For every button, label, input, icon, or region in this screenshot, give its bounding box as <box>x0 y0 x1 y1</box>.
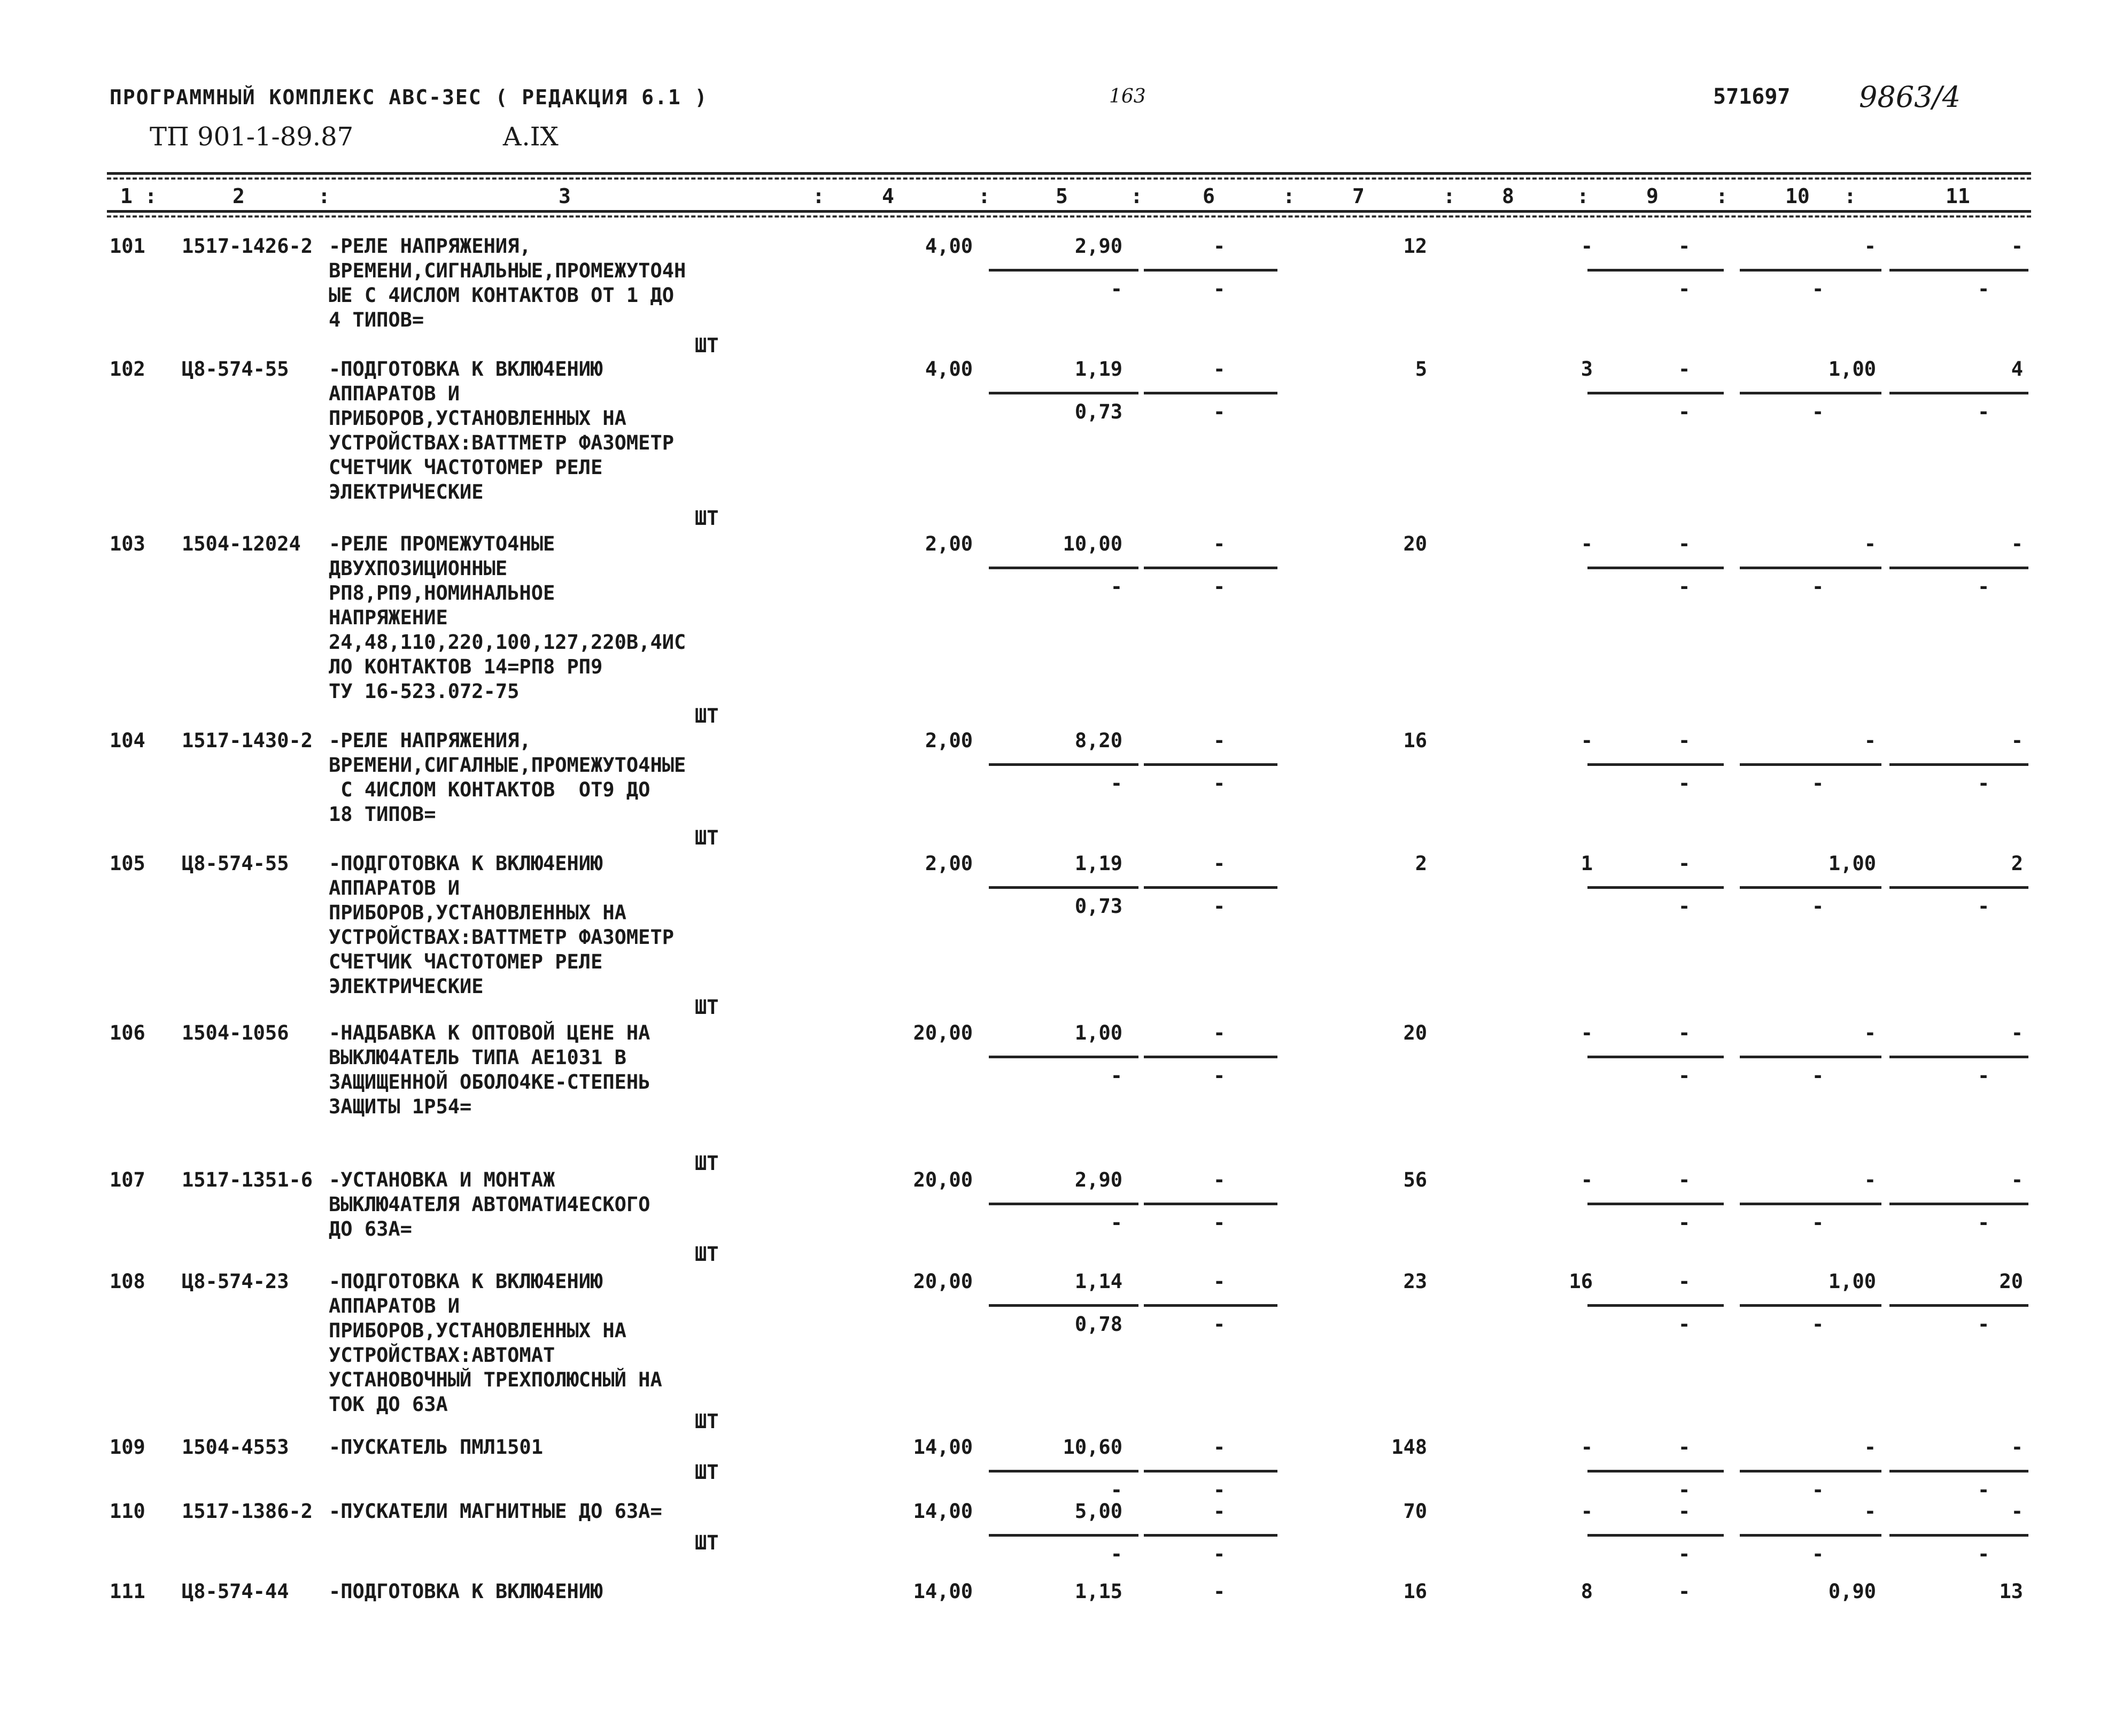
col11-secondary: - <box>1978 1313 1990 1336</box>
cell-fraction-line <box>1144 269 1277 272</box>
col10-value: - <box>1864 235 1876 258</box>
col9-secondary: - <box>1678 575 1691 598</box>
col6-secondary: - <box>1213 1313 1226 1336</box>
col11-value: - <box>2011 532 2023 555</box>
cell-fraction-line <box>1587 1470 1724 1472</box>
col6-value: - <box>1213 1500 1226 1523</box>
column-header: 4 <box>882 184 894 208</box>
unit-label: ШТ <box>695 1243 719 1266</box>
col10-value: 1,00 <box>1828 852 1876 875</box>
col10-secondary: - <box>1812 1064 1824 1087</box>
unit-label: ШТ <box>695 1461 719 1484</box>
col9-value: - <box>1678 1500 1691 1523</box>
col7-value: 5 <box>1415 358 1427 381</box>
unit-label: ШТ <box>695 334 719 357</box>
unit-cost-secondary: 0,73 <box>1074 895 1122 918</box>
price-code: 1504-12024 <box>182 532 301 555</box>
col6-value: - <box>1213 1021 1226 1044</box>
col9-secondary: - <box>1678 1313 1691 1336</box>
cell-fraction-line <box>989 1534 1138 1537</box>
column-header: 8 <box>1502 184 1514 208</box>
col6-value: - <box>1213 532 1226 555</box>
quantity: 14,00 <box>913 1500 973 1523</box>
col10-value: 1,00 <box>1828 358 1876 381</box>
col6-secondary: - <box>1213 1211 1226 1234</box>
col11-value: - <box>2011 1500 2023 1523</box>
item-description: -ПОДГОТОВКА К ВКЛЮ4ЕНИЮ АППАРАТОВ И ПРИБОРОВ,УСТАНОВЛЕННЫХ НА УСТРОЙСТВАХ:АВТОМАТ УСТАНОВОЧНЫЙ ТРЕХПОЛЮСНЫЙ НА ТОК ДО 63А <box>329 1270 662 1416</box>
cell-fraction-line <box>1740 1534 1881 1537</box>
price-code: Ц8-574-44 <box>182 1580 289 1603</box>
unit-cost-secondary: 0,78 <box>1074 1313 1122 1336</box>
quantity: 20,00 <box>913 1021 973 1044</box>
col6-secondary: - <box>1213 1064 1226 1087</box>
quantity: 20,00 <box>913 1270 973 1293</box>
unit-cost-secondary: - <box>1110 1543 1122 1565</box>
col10-value: - <box>1864 1436 1876 1459</box>
quantity: 20,00 <box>913 1168 973 1191</box>
cell-fraction-line <box>989 1203 1138 1205</box>
cell-fraction-line <box>1889 1470 2028 1472</box>
quantity: 14,00 <box>913 1436 973 1459</box>
cell-fraction-line <box>1587 392 1724 394</box>
col9-secondary: - <box>1678 400 1691 423</box>
col6-value: - <box>1213 1580 1226 1603</box>
album-label: А.IX <box>502 122 559 152</box>
col7-value: 20 <box>1403 1021 1427 1044</box>
cell-fraction-line <box>1889 567 2028 569</box>
row-number: 101 <box>110 235 145 258</box>
cell-fraction-line <box>1889 392 2028 394</box>
unit-cost: 1,00 <box>1074 1021 1122 1044</box>
col9-value: - <box>1678 852 1691 875</box>
col6-secondary: - <box>1213 1543 1226 1565</box>
col10-secondary: - <box>1812 575 1824 598</box>
col8-value: 16 <box>1569 1270 1593 1293</box>
cell-fraction-line <box>1740 567 1881 569</box>
column-header: 11 <box>1946 184 1970 208</box>
unit-cost: 2,90 <box>1074 235 1122 258</box>
unit-cost: 5,00 <box>1074 1500 1122 1523</box>
cell-fraction-line <box>1144 1470 1277 1472</box>
row-number: 103 <box>110 532 145 555</box>
header-bottom-rule <box>107 210 2031 213</box>
col11-value: 4 <box>2011 358 2023 381</box>
column-header: : <box>1130 184 1143 208</box>
col9-value: - <box>1678 1021 1691 1044</box>
col7-value: 16 <box>1403 1580 1427 1603</box>
col10-value: - <box>1864 729 1876 752</box>
col7-value: 2 <box>1415 852 1427 875</box>
cell-fraction-line <box>1144 1304 1277 1307</box>
price-code: 1517-1426-2 <box>182 235 313 258</box>
col6-secondary: - <box>1213 772 1226 795</box>
col11-value: 20 <box>1999 1270 2023 1293</box>
header-bottom-dash <box>107 215 2031 218</box>
col8-value: 3 <box>1581 358 1593 381</box>
column-header: 3 <box>559 184 571 208</box>
cell-fraction-line <box>1144 1056 1277 1058</box>
unit-cost: 1,19 <box>1074 358 1122 381</box>
col11-value: - <box>2011 1436 2023 1459</box>
unit-label: ШТ <box>695 1152 719 1175</box>
quantity: 2,00 <box>925 532 973 555</box>
col8-value: - <box>1581 1436 1593 1459</box>
cell-fraction-line <box>1740 392 1881 394</box>
item-description: -РЕЛЕ НАПРЯЖЕНИЯ, ВРЕМЕНИ,СИГНАЛЬНЫЕ,ПРОМЕЖУТО4Н ЫЕ С 4ИСЛОМ КОНТАКТОВ ОТ 1 ДО 4 ТИПОВ= <box>329 235 686 331</box>
col9-secondary: - <box>1678 1211 1691 1234</box>
cell-fraction-line <box>1587 1534 1724 1537</box>
price-code: Ц8-574-55 <box>182 852 289 875</box>
column-header: : <box>978 184 990 208</box>
price-code: 1517-1386-2 <box>182 1500 313 1523</box>
col6-value: - <box>1213 729 1226 752</box>
col6-secondary: - <box>1213 1478 1226 1501</box>
unit-label: ШТ <box>695 826 719 849</box>
unit-cost-secondary: - <box>1110 1211 1122 1234</box>
column-header: : <box>1283 184 1295 208</box>
cell-fraction-line <box>989 1056 1138 1058</box>
col6-value: - <box>1213 235 1226 258</box>
unit-label: ШТ <box>695 704 719 727</box>
row-number: 105 <box>110 852 145 875</box>
col6-secondary: - <box>1213 400 1226 423</box>
cell-fraction-line <box>1889 1534 2028 1537</box>
unit-cost: 10,00 <box>1063 532 1122 555</box>
cell-fraction-line <box>1144 392 1277 394</box>
item-description: -УСТАНОВКА И МОНТАЖ ВЫКЛЮ4АТЕЛЯ АВТОМАТИ4ЕСКОГО ДО 63А= <box>329 1168 650 1241</box>
col11-secondary: - <box>1978 895 1990 918</box>
program-header: ПРОГРАММНЫЙ КОМПЛЕКС АВС-3ЕС ( РЕДАКЦИЯ 6.1 ) <box>110 86 708 109</box>
col9-value: - <box>1678 1270 1691 1293</box>
doc-number: 571697 <box>1713 84 1791 109</box>
unit-cost-secondary: 0,73 <box>1074 400 1122 423</box>
item-description: -ПОДГОТОВКА К ВКЛЮ4ЕНИЮ АППАРАТОВ И ПРИБОРОВ,УСТАНОВЛЕННЫХ НА УСТРОЙСТВАХ:ВАТТМЕТР ФАЗОМЕТР СЧЕТЧИК ЧАСТОТОМЕР РЕЛЕ ЭЛЕКТРИЧЕСКИЕ <box>329 358 675 503</box>
row-number: 109 <box>110 1436 145 1459</box>
unit-cost: 1,19 <box>1074 852 1122 875</box>
col10-secondary: - <box>1812 400 1824 423</box>
col7-value: 23 <box>1403 1270 1427 1293</box>
col10-value: - <box>1864 532 1876 555</box>
cell-fraction-line <box>1740 1203 1881 1205</box>
cell-fraction-line <box>1889 1203 2028 1205</box>
price-code: Ц8-574-23 <box>182 1270 289 1293</box>
item-description: -РЕЛЕ ПРОМЕЖУТО4НЫЕ ДВУХПОЗИЦИОННЫЕ РП8,РП9,НОМИНАЛЬНОЕ НАПРЯЖЕНИЕ 24,48,110,220,100,127,220В,4ИС ЛО КОНТАКТОВ 14=РП8 РП9 ТУ 16-523.072-75 <box>329 532 686 703</box>
column-header: 5 <box>1056 184 1068 208</box>
unit-cost: 1,15 <box>1074 1580 1122 1603</box>
col11-secondary: - <box>1978 1478 1990 1501</box>
quantity: 4,00 <box>925 358 973 381</box>
col11-secondary: - <box>1978 277 1990 300</box>
cell-fraction-line <box>1889 1056 2028 1058</box>
row-number: 111 <box>110 1580 145 1603</box>
item-description: -НАДБАВКА К ОПТОВОЙ ЦЕНЕ НА ВЫКЛЮ4АТЕЛЬ ТИПА АЕ1031 В ЗАЩИЩЕННОЙ ОБОЛО4КЕ-СТЕПЕНЬ ЗАЩИТЫ 1Р54= <box>329 1021 650 1118</box>
col11-secondary: - <box>1978 1064 1990 1087</box>
col8-value: - <box>1581 1500 1593 1523</box>
cell-fraction-line <box>1587 1304 1724 1307</box>
column-header: 9 <box>1646 184 1659 208</box>
col7-value: 20 <box>1403 532 1427 555</box>
col6-secondary: - <box>1213 895 1226 918</box>
item-description: -ПОДГОТОВКА К ВКЛЮ4ЕНИЮ АППАРАТОВ И ПРИБОРОВ,УСТАНОВЛЕННЫХ НА УСТРОЙСТВАХ:ВАТТМЕТР ФАЗОМЕТР СЧЕТЧИК ЧАСТОТОМЕР РЕЛЕ ЭЛЕКТРИЧЕСКИЕ <box>329 852 675 998</box>
col6-value: - <box>1213 1168 1226 1191</box>
col9-secondary: - <box>1678 1543 1691 1565</box>
col10-secondary: - <box>1812 895 1824 918</box>
cell-fraction-line <box>1144 1203 1277 1205</box>
column-header: 7 <box>1352 184 1365 208</box>
cell-fraction-line <box>1740 886 1881 889</box>
unit-label: ШТ <box>695 1531 719 1554</box>
col11-value: 13 <box>1999 1580 2023 1603</box>
column-header: : <box>1577 184 1589 208</box>
col10-value: - <box>1864 1500 1876 1523</box>
price-code: Ц8-574-55 <box>182 358 289 381</box>
column-header: : <box>1443 184 1455 208</box>
column-header: : <box>812 184 825 208</box>
col9-secondary: - <box>1678 772 1691 795</box>
col11-value: 2 <box>2011 852 2023 875</box>
cell-fraction-line <box>1587 1203 1724 1205</box>
cell-fraction-line <box>1889 1304 2028 1307</box>
col9-value: - <box>1678 358 1691 381</box>
cell-fraction-line <box>1889 763 2028 766</box>
column-header: : <box>1716 184 1728 208</box>
col11-value: - <box>2011 729 2023 752</box>
quantity: 2,00 <box>925 852 973 875</box>
col9-secondary: - <box>1678 1478 1691 1501</box>
table-top-dash <box>107 177 2031 180</box>
cell-fraction-line <box>1740 763 1881 766</box>
quantity: 14,00 <box>913 1580 973 1603</box>
unit-cost-secondary: - <box>1110 575 1122 598</box>
cell-fraction-line <box>1889 886 2028 889</box>
page-number: 163 <box>1109 86 1146 107</box>
unit-label: ШТ <box>695 1410 719 1433</box>
col10-secondary: - <box>1812 277 1824 300</box>
row-number: 104 <box>110 729 145 752</box>
col7-value: 70 <box>1403 1500 1427 1523</box>
col9-value: - <box>1678 532 1691 555</box>
col6-value: - <box>1213 852 1226 875</box>
col8-value: - <box>1581 235 1593 258</box>
cell-fraction-line <box>1587 1056 1724 1058</box>
col6-value: - <box>1213 358 1226 381</box>
item-description: -ПУСКАТЕЛЬ ПМЛ1501 <box>329 1436 543 1459</box>
cell-fraction-line <box>1740 1470 1881 1472</box>
col9-secondary: - <box>1678 277 1691 300</box>
col8-value: 8 <box>1581 1580 1593 1603</box>
cell-fraction-line <box>1740 1304 1881 1307</box>
col10-value: - <box>1864 1168 1876 1191</box>
column-header: : <box>1844 184 1856 208</box>
unit-cost-secondary: - <box>1110 1478 1122 1501</box>
row-number: 110 <box>110 1500 145 1523</box>
cell-fraction-line <box>1587 763 1724 766</box>
col11-value: - <box>2011 1168 2023 1191</box>
col6-secondary: - <box>1213 575 1226 598</box>
col10-value: 1,00 <box>1828 1270 1876 1293</box>
unit-label: ШТ <box>695 996 719 1019</box>
cell-fraction-line <box>1144 886 1277 889</box>
col10-secondary: - <box>1812 1543 1824 1565</box>
cell-fraction-line <box>989 567 1138 569</box>
unit-cost-secondary: - <box>1110 1064 1122 1087</box>
quantity: 4,00 <box>925 235 973 258</box>
column-header: 6 <box>1203 184 1215 208</box>
unit-cost-secondary: - <box>1110 772 1122 795</box>
cell-fraction-line <box>1587 567 1724 569</box>
col9-value: - <box>1678 1580 1691 1603</box>
row-number: 102 <box>110 358 145 381</box>
unit-cost: 8,20 <box>1074 729 1122 752</box>
cell-fraction-line <box>1740 1056 1881 1058</box>
col7-value: 148 <box>1391 1436 1427 1459</box>
column-header: : <box>318 184 330 208</box>
cell-fraction-line <box>989 1470 1138 1472</box>
col9-value: - <box>1678 235 1691 258</box>
col11-secondary: - <box>1978 1543 1990 1565</box>
unit-cost-secondary: - <box>1110 277 1122 300</box>
unit-label: ШТ <box>695 507 719 530</box>
col10-value: 0,90 <box>1828 1580 1876 1603</box>
unit-cost: 2,90 <box>1074 1168 1122 1191</box>
col6-secondary: - <box>1213 277 1226 300</box>
cell-fraction-line <box>1144 1534 1277 1537</box>
cell-fraction-line <box>1587 886 1724 889</box>
col9-value: - <box>1678 1168 1691 1191</box>
col6-value: - <box>1213 1270 1226 1293</box>
doc-code: ТП 901-1-89.87 <box>150 122 354 152</box>
row-number: 107 <box>110 1168 145 1191</box>
col7-value: 12 <box>1403 235 1427 258</box>
cell-fraction-line <box>989 269 1138 272</box>
price-code: 1517-1430-2 <box>182 729 313 752</box>
col8-value: - <box>1581 729 1593 752</box>
item-description: -ПУСКАТЕЛИ МАГНИТНЫЕ ДО 63А= <box>329 1500 662 1523</box>
col6-value: - <box>1213 1436 1226 1459</box>
cell-fraction-line <box>989 886 1138 889</box>
row-number: 106 <box>110 1021 145 1044</box>
col8-value: - <box>1581 1168 1593 1191</box>
cell-fraction-line <box>1587 269 1724 272</box>
col9-secondary: - <box>1678 1064 1691 1087</box>
col11-secondary: - <box>1978 575 1990 598</box>
col11-value: - <box>2011 235 2023 258</box>
column-header: 1 : <box>120 184 157 208</box>
col8-value: - <box>1581 532 1593 555</box>
cell-fraction-line <box>1889 269 2028 272</box>
price-code: 1504-4553 <box>182 1436 289 1459</box>
column-header: 2 <box>233 184 245 208</box>
price-code: 1517-1351-6 <box>182 1168 313 1191</box>
col10-secondary: - <box>1812 772 1824 795</box>
col10-secondary: - <box>1812 1313 1824 1336</box>
unit-cost: 1,14 <box>1074 1270 1122 1293</box>
col11-secondary: - <box>1978 1211 1990 1234</box>
col10-secondary: - <box>1812 1478 1824 1501</box>
cell-fraction-line <box>1144 567 1277 569</box>
cell-fraction-line <box>989 392 1138 394</box>
unit-cost: 10,60 <box>1063 1436 1122 1459</box>
table-top-rule <box>107 172 2031 175</box>
col10-value: - <box>1864 1021 1876 1044</box>
price-code: 1504-1056 <box>182 1021 289 1044</box>
col7-value: 16 <box>1403 729 1427 752</box>
sheet-number: 9863/4 <box>1859 80 1961 114</box>
col9-value: - <box>1678 729 1691 752</box>
col8-value: 1 <box>1581 852 1593 875</box>
cell-fraction-line <box>1144 763 1277 766</box>
col8-value: - <box>1581 1021 1593 1044</box>
row-number: 108 <box>110 1270 145 1293</box>
item-description: -РЕЛЕ НАПРЯЖЕНИЯ, ВРЕМЕНИ,СИГАЛНЫЕ,ПРОМЕЖУТО4НЫЕ С 4ИСЛОМ КОНТАКТОВ ОТ9 ДО 18 ТИПОВ= <box>329 729 686 826</box>
col11-secondary: - <box>1978 400 1990 423</box>
col11-value: - <box>2011 1021 2023 1044</box>
col9-value: - <box>1678 1436 1691 1459</box>
col9-secondary: - <box>1678 895 1691 918</box>
col11-secondary: - <box>1978 772 1990 795</box>
cell-fraction-line <box>1740 269 1881 272</box>
col10-secondary: - <box>1812 1211 1824 1234</box>
cell-fraction-line <box>989 763 1138 766</box>
col7-value: 56 <box>1403 1168 1427 1191</box>
cell-fraction-line <box>989 1304 1138 1307</box>
quantity: 2,00 <box>925 729 973 752</box>
item-description: -ПОДГОТОВКА К ВКЛЮ4ЕНИЮ <box>329 1580 603 1603</box>
column-header: 10 <box>1785 184 1810 208</box>
